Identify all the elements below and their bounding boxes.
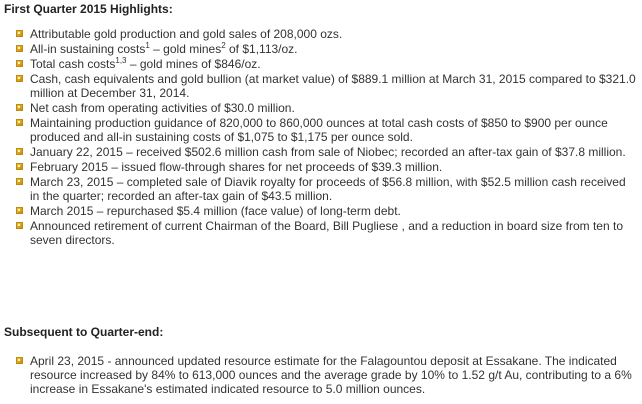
list-item [16, 116, 638, 144]
list-item [16, 57, 638, 71]
list-item-text: Net cash from operating activities of $30.0 million. [30, 101, 295, 115]
list-item-text: April 23, 2015 - announced updated resource estimate for the Falagountou deposit at Essakane. The indicated resource increased by 84% to 613,000 ounces and the average grade by 10% to 1.52 g/t Au, contributing to a 6% increase in Essakane's estimated indicated resource to 5.0 million ounces. [30, 354, 632, 396]
list-item-text: Maintaining production guidance of 820,000 to 860,000 ounces at total cash costs of $850 to $900 per ounce produced and all-in sustaining costs of $1,075 to $1,175 per ounce sold. [30, 116, 608, 144]
list-item-text-post: of $1,113/oz. [225, 42, 298, 56]
list-item-text: March 2015 – repurchased $5.4 million (face value) of long-term debt. [30, 204, 401, 218]
bullet-icon [16, 75, 23, 82]
list-item [16, 354, 638, 396]
list-item-text-pre: All-in sustaining costs [30, 42, 146, 56]
list-item-text: Cash, cash equivalents and gold bullion (at market value) of $889.1 million at March 31, 2015 compared to $321.0 million at December 31, 2014. [30, 72, 636, 100]
bullet-icon [16, 178, 23, 185]
list-item [16, 175, 638, 203]
list-item-text-pre: Total cash costs [30, 57, 116, 71]
bullet-icon [16, 357, 23, 364]
bullet-icon [16, 163, 23, 170]
list-item-text: February 2015 – issued flow-through shares for net proceeds of $39.3 million. [30, 160, 443, 174]
list-item [16, 204, 638, 218]
bullet-icon [16, 45, 23, 52]
list-item [16, 27, 638, 41]
section-title-highlights: First Quarter 2015 Highlights: [4, 2, 173, 16]
list-item-text-mid: – gold mines [149, 42, 222, 56]
list-item [16, 160, 638, 174]
footnote-ref: 2 [221, 41, 226, 50]
bullet-icon [16, 30, 23, 37]
section-title-subsequent: Subsequent to Quarter-end: [4, 325, 164, 339]
bullet-icon [16, 207, 23, 214]
list-item-text: January 22, 2015 – received $502.6 million cash from sale of Niobec; recorded an after-tax gain of $37.8 million. [30, 145, 626, 159]
subsequent-list [16, 354, 638, 397]
list-item-text: March 23, 2015 – completed sale of Diavik royalty for proceeds of $56.8 million, with $52.5 million cash received in the quarter; recorded an after-tax gain of $43.5 million. [30, 175, 626, 203]
bullet-icon [16, 104, 23, 111]
bullet-icon [16, 222, 23, 229]
list-item [16, 219, 638, 247]
list-item-text: Attributable gold production and gold sales of 208,000 ozs. [30, 27, 343, 41]
list-item [16, 42, 638, 56]
bullet-icon [16, 148, 23, 155]
list-item [16, 72, 638, 100]
list-item-text: Announced retirement of current Chairman of the Board, Bill Pugliese , and a reduction in board size from ten to seven directors. [30, 219, 623, 247]
list-item [16, 145, 638, 159]
list-item [16, 101, 638, 115]
footnote-ref: 1,3 [115, 56, 127, 65]
highlights-list [16, 27, 638, 248]
footnote-ref: 1 [145, 41, 150, 50]
list-item-text-post: – gold mines of $846/oz. [126, 57, 261, 71]
bullet-icon [16, 119, 23, 126]
bullet-icon [16, 60, 23, 67]
